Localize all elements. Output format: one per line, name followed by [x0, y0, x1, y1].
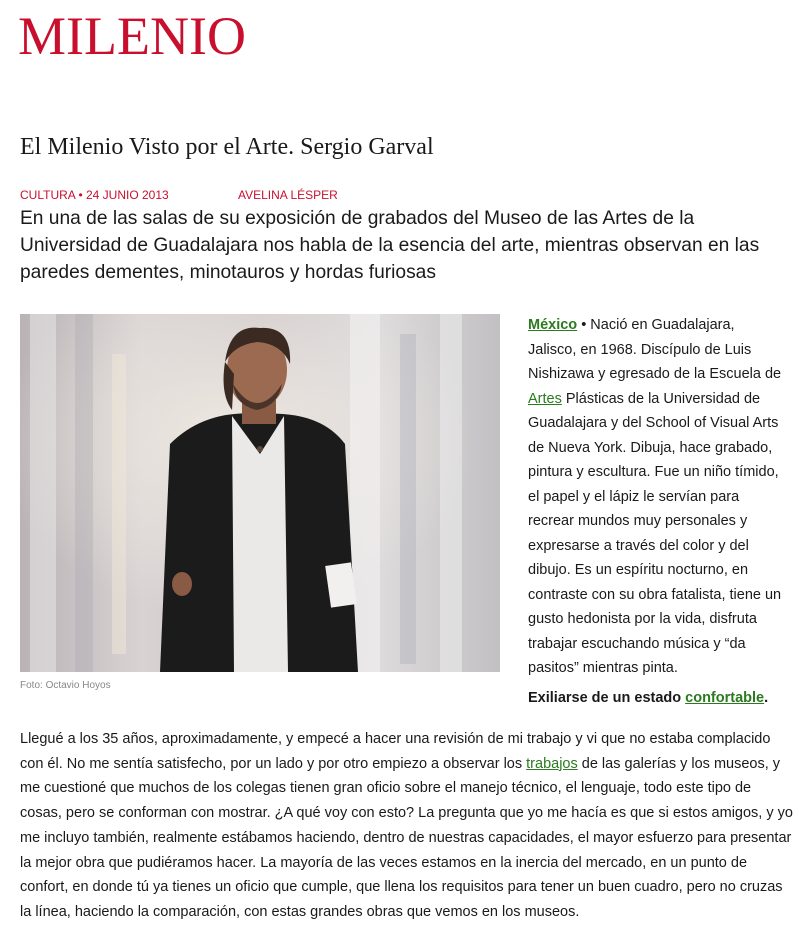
site-logo[interactable]: MILENIO	[18, 6, 246, 66]
portrait-photo-illustration	[20, 314, 500, 672]
photo-caption: Foto: Octavio Hoyos	[20, 680, 111, 691]
section-subheading	[528, 686, 768, 710]
artes-link[interactable]: Artes	[528, 390, 562, 407]
bio-text-1: • Nació en Guadalajara, Jalisco, en 1968. Discípulo de Luis Nishizawa y egresado de la Escuela de	[528, 317, 782, 382]
location-link[interactable]: México	[528, 317, 578, 333]
body-text-2: de las galerías y los museos, y me cuestioné que muchos de los colegas tienen gran oficio sobre el manejo técnico, el lenguaje, todo este tipo de cosas, pero se conforman con mostrar. ¿A qué voy con esto? La pregunta que yo me hacía es que si estos amigos, y yo me incluyo también, realmente estábamos haciendo, dentro de nuestras capacidades, el mayor esfuerzo para presentar la mejor obra que pudiéramos hacer. La mayoría de las veces estamos en la inercia del mercado, en un punto de confort, en donde tú ya tienes un oficio que cumple, que llena los requisitos para tener un buen cuadro, pero no cruzas la línea, haciendo la comparación, con estas grandes obras que vemos en los museos.	[20, 755, 793, 920]
subhead-text: Exiliarse de un estado	[528, 690, 686, 706]
bio-box	[528, 313, 786, 681]
section-date: CULTURA • 24 JUNIO 2013	[20, 188, 169, 202]
confortable-link[interactable]: confortable	[685, 690, 765, 706]
body-text-1: Llegué a los 35 años, aproximadamente, y empecé a hacer una revisión de mi trabajo y vi que no estaba complacido con él. No me sentía satisfecho, por un lado y por otro empiezo a observar los	[20, 731, 771, 772]
trabajos-link[interactable]: trabajos	[526, 755, 578, 772]
author-name[interactable]: AVELINA LÉSPER	[238, 188, 338, 202]
article-body	[20, 727, 795, 925]
article-photo	[20, 314, 500, 672]
bio-text-2: Plásticas de la Universidad de Guadalajara y del School of Visual Arts de Nueva York. Dibuja, hace grabado, pintura y escultura. Fue un niño tímido, el papel y el lápiz le servían para recrear mundos muy personales y expresarse a través del color y del dibujo. Es un espíritu nocturno, en contraste con su obra fatalista, tiene un gusto hedonista por la vida, disfruta trabajar escuchando música y “da pasitos” mientras pinta.	[528, 390, 782, 676]
article-lead: En una de las salas de su exposición de grabados del Museo de las Artes de la Universidad de Guadalajara nos habla de la esencia del arte, mientras observan en las paredes dementes, minotauros y hordas furiosas	[20, 208, 760, 283]
subhead-end: .	[764, 690, 769, 706]
article-title: El Milenio Visto por el Arte. Sergio Garval	[20, 134, 434, 160]
